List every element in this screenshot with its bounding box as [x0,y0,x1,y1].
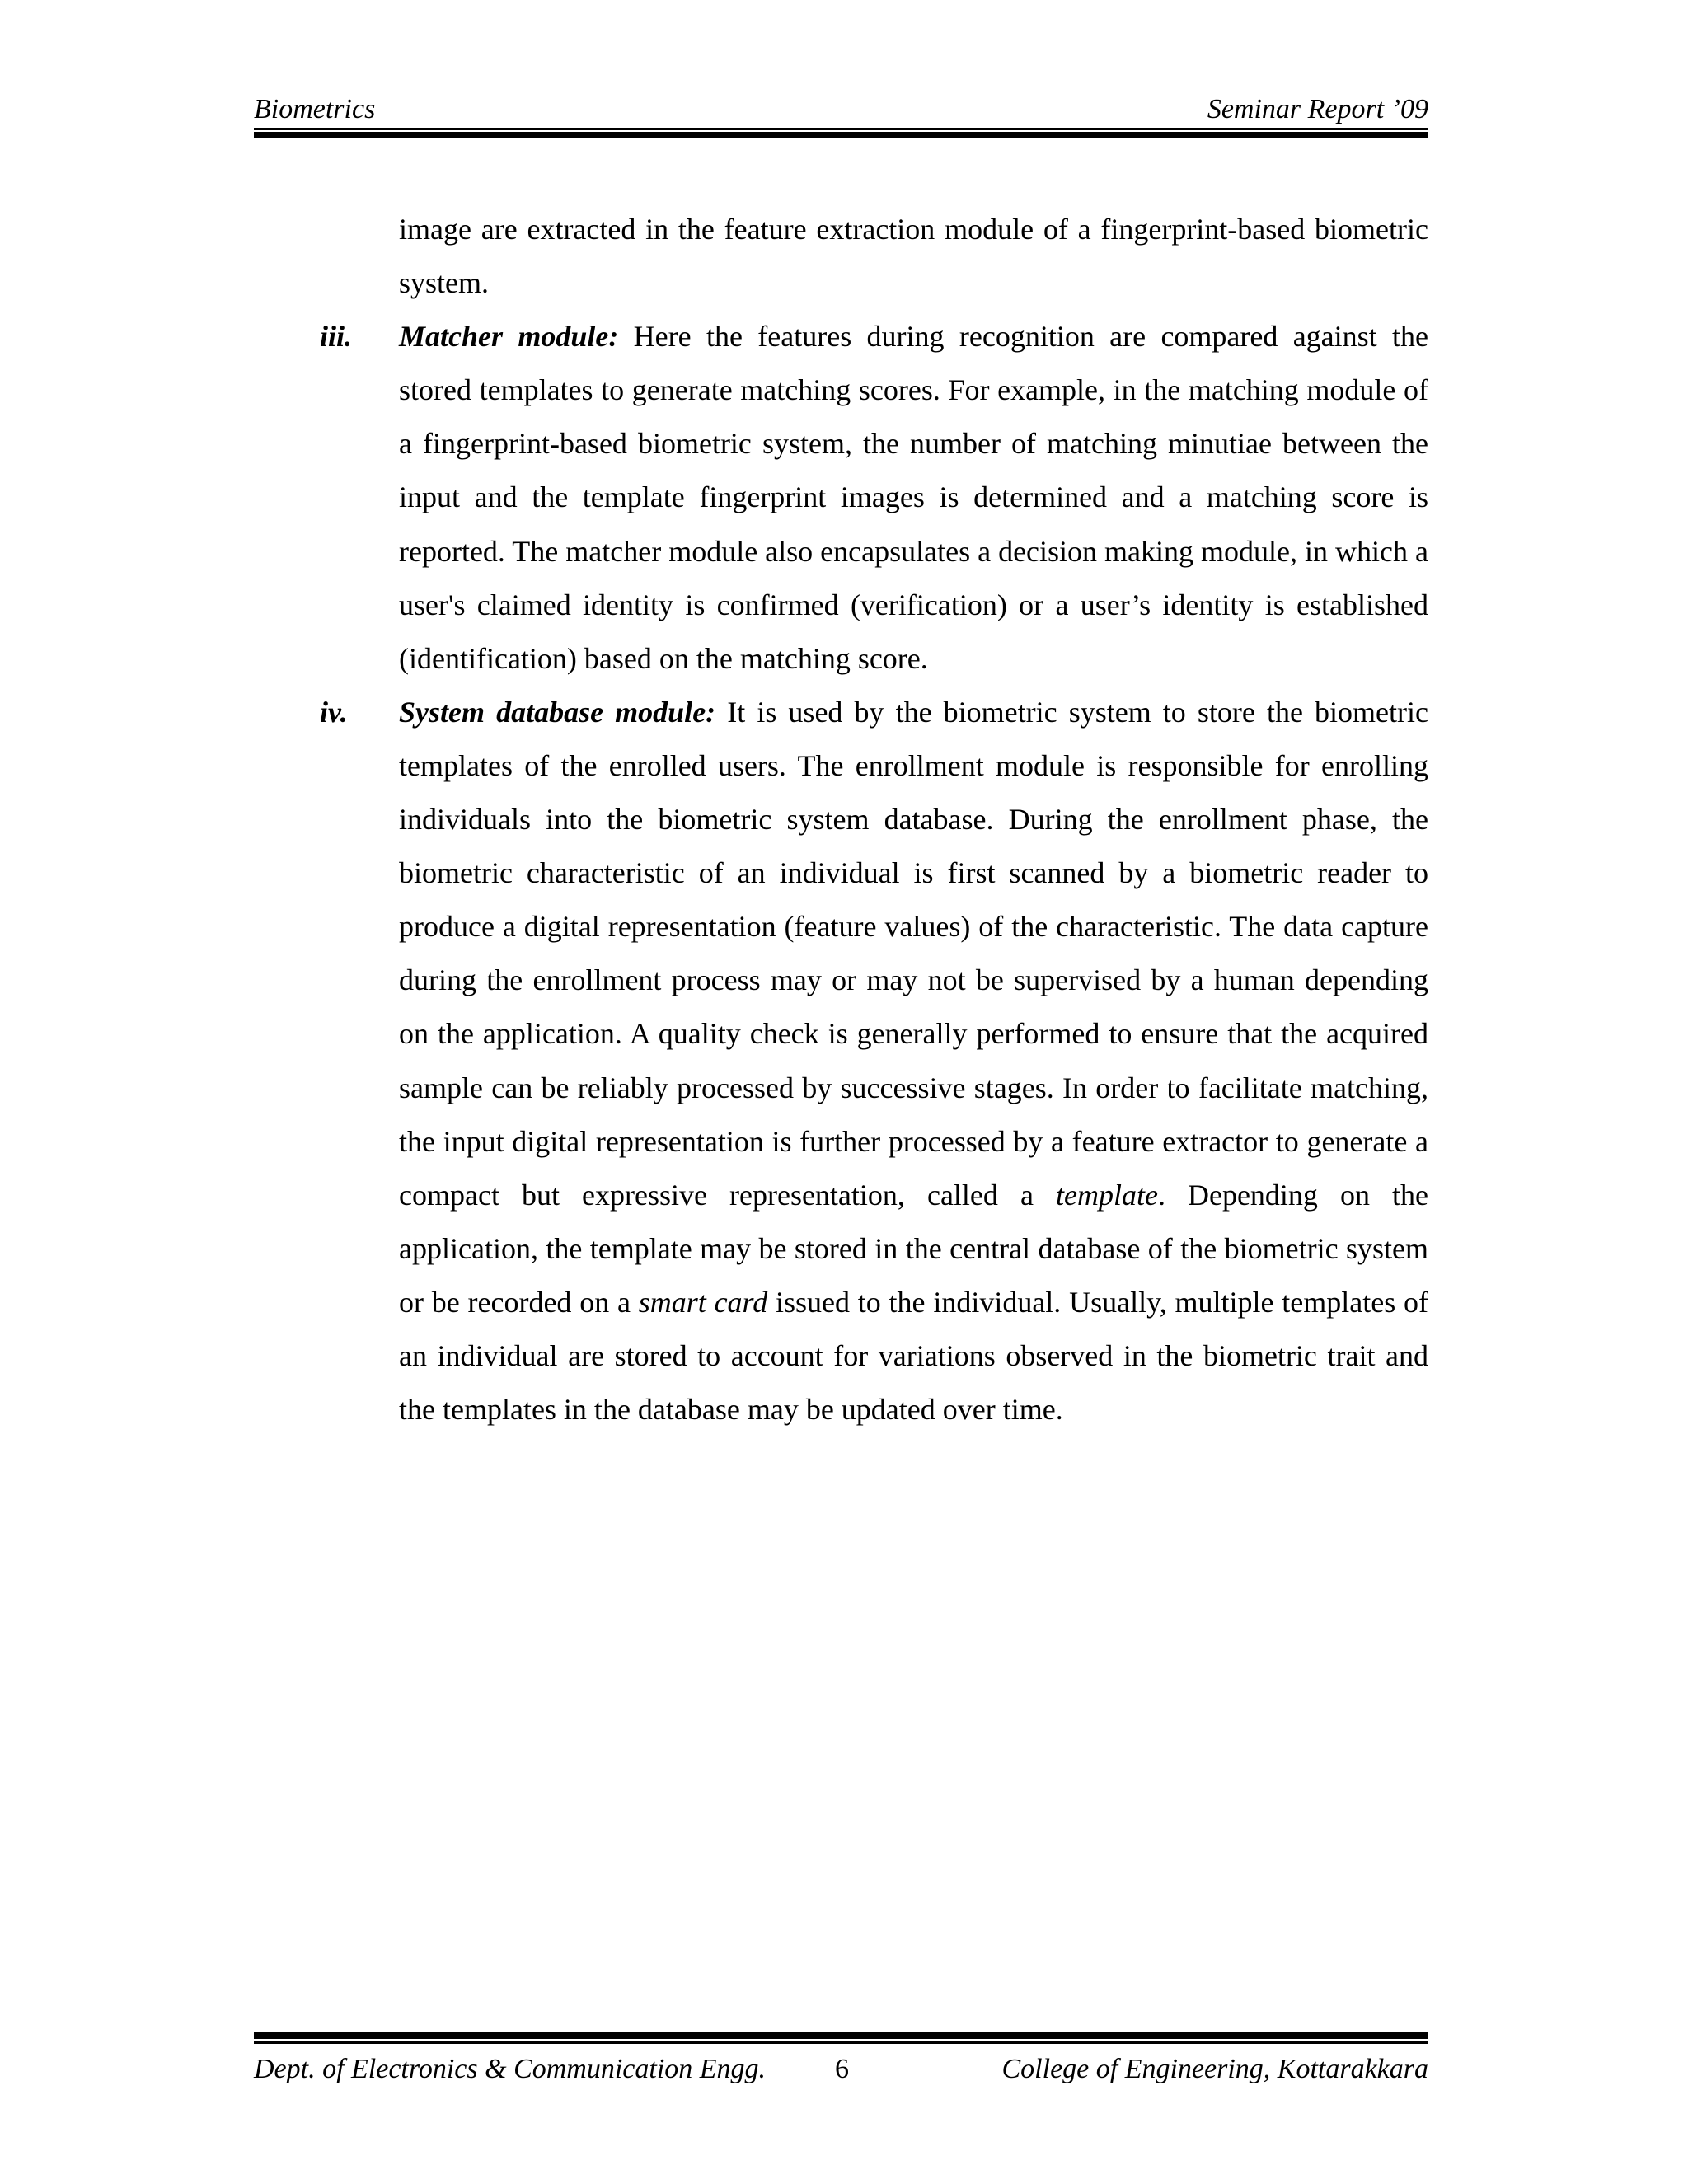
header-title: Biometrics [254,94,376,124]
footer-department: Dept. of Electronics & Communication Engg. [254,2054,767,2084]
list-marker: iv. [320,695,348,729]
list-term: Matcher module: [399,320,619,354]
page-number: 6 [835,2054,849,2084]
footer-divider-thick [254,2032,1428,2039]
page-footer [254,2044,1428,2093]
list-item-matcher-module [320,310,1428,686]
list-text: . Depending on the application, the template may be stored in the central database of the biometric system or be recorded on a [399,1178,1429,1319]
list-term: System database module: [399,695,716,729]
page-body [320,203,1428,1436]
list-marker: iii. [320,320,353,354]
header-report-label: Seminar Report ’09 [1207,94,1428,124]
header-divider-thin [254,128,1428,130]
list-text: It is used by the biometric system to store the biometric templates of the enrolled users. The enrollment module is responsible for enrolling individuals into the biometric system database. During the enrollment phase, the biometric characteristic of an individual is first scanned by a biometric reader to produce a digital representation (feature values) of the characteristic. The data capture during the enrollment process may or may not be supervised by a human depending on the application. A quality check is generally performed to ensure that the acquired sample can be reliably processed by successive stages. In order to facilitate matching, the input digital representation is further processed by a feature extractor to generate a compact but expressive representation, called a [399,695,1428,1212]
list-text: issued to the individual. Usually, multiple templates of an individual are stored to account for variations observed in the biometric trait and the templates in the database may be updated over time. [399,1285,1429,1427]
footer-college: College of Engineering, Kottarakkara [1001,2054,1428,2084]
emphasis-template: template [1055,1178,1158,1212]
header-divider-thick [254,132,1428,138]
list-item-system-database-module [320,686,1428,1436]
list-text: Here the features during recognition are compared against the stored templates to generate matching scores. For example, in the matching module of a fingerprint-based biometric system, the number of matching minutiae between the input and the template fingerprint images is determined and a matching score is reported. The matcher module also encapsulates a decision making module, in which a user's claimed identity is confirmed (verification) or a user’s identity is established (identification) based on the matching score. [399,320,1428,675]
continuation-paragraph: image are extracted in the feature extraction module of a fingerprint-based biometric system. [399,213,1428,300]
emphasis-smart-card: smart card [638,1285,768,1319]
